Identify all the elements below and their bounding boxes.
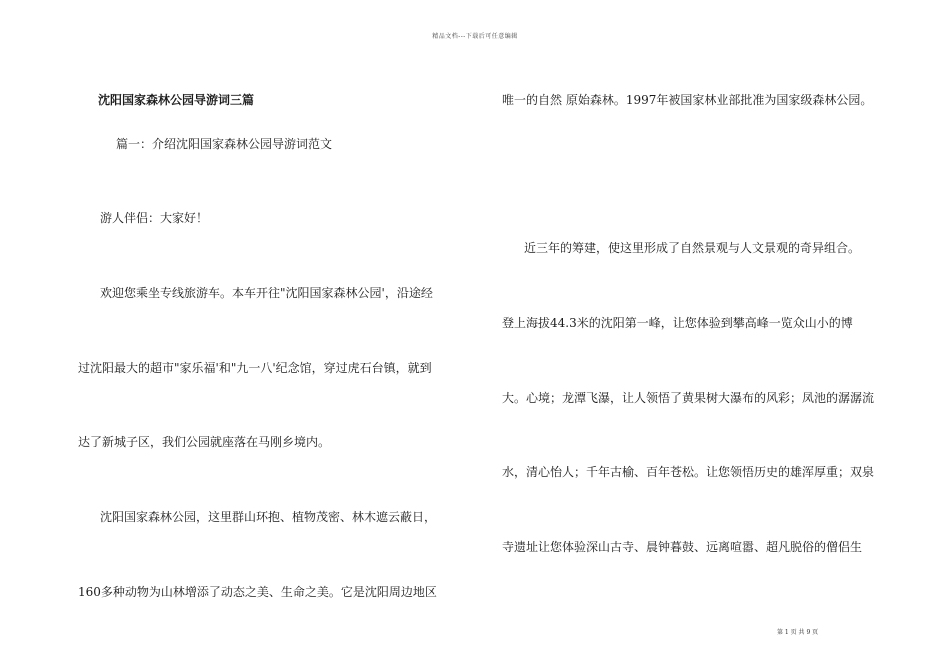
section-heading: 篇一：介绍沈阳国家森林公园导游词范文 — [116, 137, 333, 151]
paragraph-line: 近三年的筹建，使这里形成了自然景观与人文景观的奇异组合。 — [524, 241, 861, 255]
paragraph-line: 登上海拔44.3米的沈阳第一峰，让您体验到攀高峰一览众山小的博 — [502, 316, 853, 330]
paragraph-line: 大。心境；龙潭飞瀑，让人领悟了黄果树大瀑布的风彩；凤池的潺潺流 — [502, 391, 875, 405]
page-number: 第 1 页 共 9 页 — [777, 629, 819, 636]
paragraph-line: 160多种动物为山林增添了动态之美、生命之美。它是沈阳周边地区 — [78, 585, 437, 599]
page-header-note: 精品文档---下载后可任意编辑 — [432, 33, 518, 40]
document-title: 沈阳国家森林公园导游词三篇 — [98, 93, 255, 107]
paragraph-line: 过沈阳最大的超市"家乐福'和"九一八'纪念馆，穿过虎石台镇，就到 — [78, 361, 432, 375]
paragraph-line: 欢迎您乘坐专线旅游车。本车开往"沈阳国家森林公园'，沿途经 — [100, 286, 433, 300]
paragraph-line: 达了新城子区，我们公园就座落在马刚乡境内。 — [78, 435, 331, 449]
paragraph-line: 水，清心怡人；千年古榆、百年苍松。让您领悟历史的雄浑厚重；双泉 — [502, 465, 875, 479]
paragraph-line: 游人伴侣：大家好！ — [100, 211, 209, 225]
paragraph-line: 唯一的自然 原始森林。1997年被国家林业部批准为国家级森林公园。 — [502, 93, 873, 107]
paragraph-line: 寺遗址让您体验深山古寺、晨钟暮鼓、远离喧嚣、超凡脱俗的僧侣生 — [502, 540, 863, 554]
paragraph-line: 沈阳国家森林公园，这里群山环抱、植物茂密、林木遮云蔽日， — [100, 510, 437, 524]
